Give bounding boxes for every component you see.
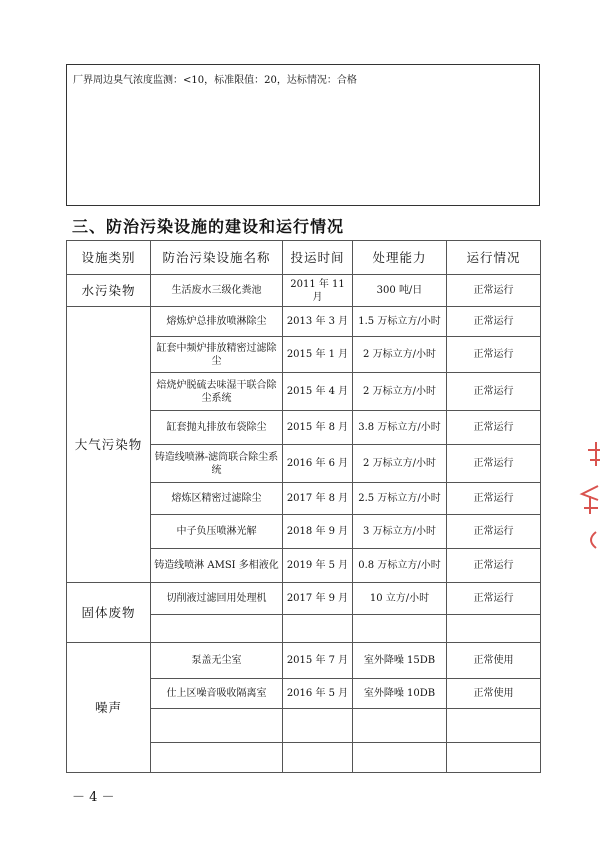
table-header-row: [67, 241, 541, 275]
monitoring-note-box: [66, 64, 540, 206]
category-air: 大气污染物: [67, 307, 151, 583]
seal-mark: [582, 442, 600, 548]
table-row: [67, 275, 541, 307]
facility-name: [151, 709, 283, 743]
facility-name: 泵盖无尘室: [151, 643, 283, 679]
status: 正常运行: [447, 373, 541, 411]
facility-name: [151, 743, 283, 773]
pollution-facility-table: [66, 240, 541, 773]
capacity: 10 立方/小时: [353, 583, 447, 615]
facility-name: 熔炼区精密过滤除尘: [151, 483, 283, 515]
table-row: [67, 643, 541, 679]
start-time: 2017 年 9 月: [283, 583, 353, 615]
status: 正常运行: [447, 275, 541, 307]
status: [447, 743, 541, 773]
monitoring-note-text: 厂界周边臭气浓度监测：<10，标准限值：20，达标情况：合格: [73, 75, 357, 86]
category-solid-waste: 固体废物: [67, 583, 151, 643]
capacity: 1.5 万标立方/小时: [353, 307, 447, 337]
status: 正常运行: [447, 337, 541, 373]
start-time: 2018 年 9 月: [283, 515, 353, 549]
start-time: [283, 709, 353, 743]
table-row: [67, 583, 541, 615]
category-noise: 噪声: [67, 643, 151, 773]
capacity: 室外降噪 10DB: [353, 679, 447, 709]
status: [447, 709, 541, 743]
capacity: 室外降噪 15DB: [353, 643, 447, 679]
capacity: 2 万标立方/小时: [353, 373, 447, 411]
facility-name: 熔炼炉总排放喷淋除尘: [151, 307, 283, 337]
facility-name: 生活废水三级化粪池: [151, 275, 283, 307]
start-time: 2019 年 5 月: [283, 549, 353, 583]
facility-name: 切削液过滤回用处理机: [151, 583, 283, 615]
start-time: 2015 年 4 月: [283, 373, 353, 411]
capacity: 2.5 万标立方/小时: [353, 483, 447, 515]
facility-name: 缸套抛丸排放布袋除尘: [151, 411, 283, 445]
start-time: 2015 年 7 月: [283, 643, 353, 679]
facility-name: 铸造线喷淋-滤筒联合除尘系统: [151, 445, 283, 483]
facility-name: 中子负压喷淋光解: [151, 515, 283, 549]
header-start-time: 投运时间: [283, 241, 353, 275]
capacity: 3 万标立方/小时: [353, 515, 447, 549]
status: 正常使用: [447, 679, 541, 709]
capacity: [353, 743, 447, 773]
start-time: 2013 年 3 月: [283, 307, 353, 337]
category-water: 水污染物: [67, 275, 151, 307]
status: 正常运行: [447, 411, 541, 445]
start-time: 2015 年 8 月: [283, 411, 353, 445]
start-time: 2011 年 11 月: [283, 275, 353, 307]
start-time: 2016 年 5 月: [283, 679, 353, 709]
header-facility-name: 防治污染设施名称: [151, 241, 283, 275]
section-title: 三、防治污染设施的建设和运行情况: [72, 217, 345, 236]
start-time: 2017 年 8 月: [283, 483, 353, 515]
start-time: [283, 615, 353, 643]
capacity: 2 万标立方/小时: [353, 337, 447, 373]
facility-name: 铸造线喷淋 AMSI 多相液化: [151, 549, 283, 583]
capacity: [353, 615, 447, 643]
status: 正常运行: [447, 549, 541, 583]
start-time: [283, 743, 353, 773]
capacity: 0.8 万标立方/小时: [353, 549, 447, 583]
header-category: 设施类别: [67, 241, 151, 275]
red-seal-stamp-fragment: [576, 436, 600, 554]
facility-name: [151, 615, 283, 643]
facility-name: 缸套中频炉排放精密过滤除尘: [151, 337, 283, 373]
header-status: 运行情况: [447, 241, 541, 275]
facility-name: 仕上区噪音吸收隔离室: [151, 679, 283, 709]
page-number: － 4 －: [72, 790, 115, 805]
start-time: 2015 年 1 月: [283, 337, 353, 373]
status: [447, 615, 541, 643]
capacity: 2 万标立方/小时: [353, 445, 447, 483]
status: 正常运行: [447, 483, 541, 515]
status: 正常运行: [447, 307, 541, 337]
capacity: 3.8 万标立方/小时: [353, 411, 447, 445]
status: 正常运行: [447, 583, 541, 615]
status: 正常运行: [447, 445, 541, 483]
start-time: 2016 年 6 月: [283, 445, 353, 483]
status: 正常运行: [447, 515, 541, 549]
facility-name: 焙烧炉脱硫去味湿干联合除尘系统: [151, 373, 283, 411]
capacity: 300 吨/日: [353, 275, 447, 307]
header-capacity: 处理能力: [353, 241, 447, 275]
table-row: [67, 307, 541, 337]
status: 正常使用: [447, 643, 541, 679]
capacity: [353, 709, 447, 743]
